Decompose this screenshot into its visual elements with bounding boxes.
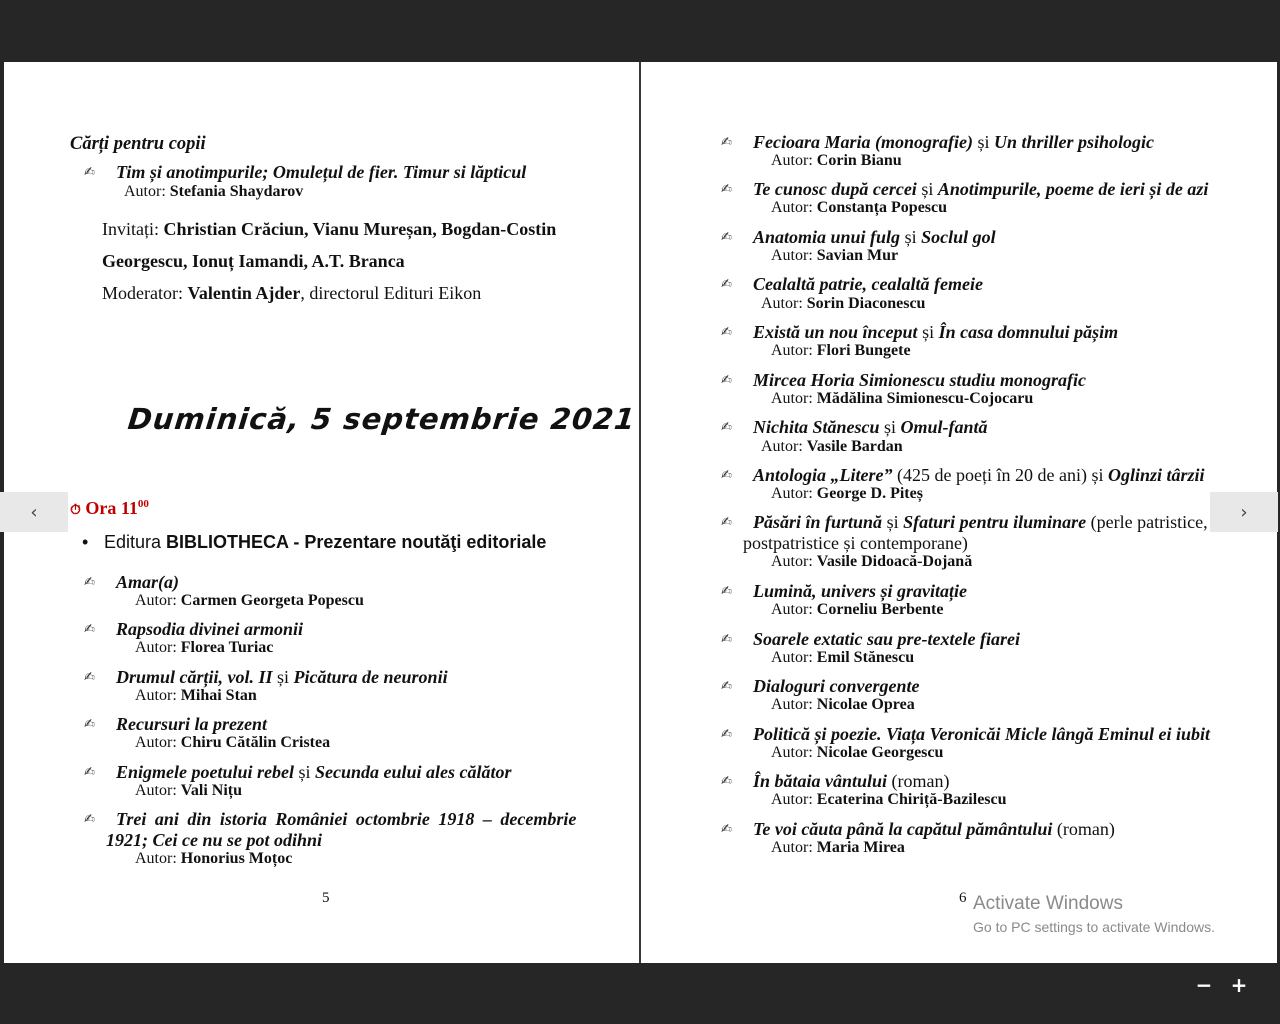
- page-number: 6: [959, 890, 967, 906]
- book-author: Autor: Emil Stănescu: [771, 649, 915, 666]
- list-item: [721, 676, 1271, 720]
- writing-hand-icon: ✍: [84, 717, 95, 732]
- list-item: [721, 512, 1273, 576]
- book-title: Anatomia unui fulg și Soclul gol: [753, 227, 996, 247]
- list-item: [84, 572, 624, 616]
- writing-hand-icon: ✍: [721, 679, 732, 694]
- list-item: [721, 322, 1271, 366]
- book-author: Autor: Carmen Georgeta Popescu: [135, 592, 364, 609]
- book-author: Autor: Honorius Moțoc: [135, 850, 293, 867]
- document-page-6: [641, 62, 1277, 963]
- book-title: Soarele extatic sau pre-textele fiarei: [753, 629, 1020, 649]
- list-item: [84, 762, 624, 806]
- writing-hand-icon: ✍: [721, 468, 732, 483]
- list-item: [721, 629, 1271, 673]
- book-title: Există un nou început și În casa domnului pășim: [753, 322, 1119, 342]
- viewer-bottom-bar: [0, 963, 1280, 1024]
- writing-hand-icon: ✍: [84, 670, 95, 685]
- book-title: Lumină, univers și gravitație: [753, 581, 968, 601]
- list-item: [84, 667, 624, 711]
- book-title: Te voi căuta până la capătul pământului (roman): [753, 819, 1115, 839]
- book-author: Autor: Corin Bianu: [771, 152, 902, 169]
- writing-hand-icon: ✍: [721, 727, 732, 742]
- book-title: Nichita Stănescu și Omul-fantă: [753, 417, 988, 437]
- list-item: [721, 274, 1271, 318]
- book-title: Politică și poezie. Viața Veronicăi Micle lângă Eminul ei iubit: [753, 724, 1211, 744]
- list-item: [721, 179, 1271, 223]
- book-title: Fecioara Maria (monografie) și Un thriller psihologic: [753, 132, 1155, 152]
- list-item: [84, 714, 624, 758]
- section-title: Cărți pentru copii: [70, 134, 206, 154]
- book-title-continued: 1921; Cei ce nu se pot odihni: [106, 830, 323, 850]
- next-page-button[interactable]: [1210, 492, 1278, 532]
- writing-hand-icon: ✍: [721, 822, 732, 837]
- writing-hand-icon: ✍: [721, 182, 732, 197]
- writing-hand-icon: ✍: [721, 373, 732, 388]
- book-title: Recursuri la prezent: [116, 714, 268, 734]
- writing-hand-icon: ✍: [721, 774, 732, 789]
- book-title: Tim și anotimpurile; Omulețul de fier. Timur si lăpticul: [116, 162, 527, 182]
- chevron-right-icon: ›: [1240, 501, 1248, 523]
- book-title: Cealaltă patrie, cealaltă femeie: [753, 274, 983, 294]
- viewer-top-bar: [0, 0, 1280, 62]
- chevron-left-icon: ‹: [30, 501, 38, 523]
- book-author: Autor: Vasile Didoacă-Dojană: [771, 553, 973, 570]
- book-title: Rapsodia divinei armonii: [116, 619, 304, 639]
- writing-hand-icon: ✍: [84, 575, 95, 590]
- book-author: Autor: Stefania Shaydarov: [124, 183, 304, 200]
- list-item: [721, 819, 1271, 863]
- book-author: Autor: George D. Piteș: [771, 485, 923, 502]
- moderator-line: Moderator: Valentin Ajder, directorul Edituri Eikon: [102, 283, 482, 303]
- book-author: Autor: Vali Nițu: [135, 782, 242, 799]
- book-author: Autor: Flori Bungete: [771, 342, 911, 359]
- book-title: Antologia „Litere” (425 de poeți în 20 de ani) și Oglinzi târzii: [753, 465, 1205, 485]
- list-item: [721, 227, 1271, 271]
- list-item: [84, 809, 624, 873]
- writing-hand-icon: ✍: [721, 135, 732, 150]
- writing-hand-icon: ✍: [721, 277, 732, 292]
- list-item: [721, 417, 1271, 461]
- book-author: Autor: Florea Turiac: [135, 639, 274, 656]
- minus-icon: −: [1195, 973, 1213, 997]
- zoom-out-button[interactable]: [1191, 972, 1217, 998]
- list-item: [721, 465, 1271, 509]
- book-title: Te cunosc după cercei și Anotimpurile, poeme de ieri și de azi: [753, 179, 1209, 199]
- writing-hand-icon: ✍: [721, 515, 732, 530]
- list-item: [84, 162, 624, 206]
- book-title: Enigmele poetului rebel și Secunda eului ales călător: [116, 762, 512, 782]
- book-title: Mircea Horia Simionescu studiu monografic: [753, 370, 1087, 390]
- guests-line-2: Georgescu, Ionuț Iamandi, A.T. Branca: [102, 251, 405, 271]
- book-author: Autor: Sorin Diaconescu: [761, 295, 926, 312]
- writing-hand-icon: ✍: [721, 632, 732, 647]
- book-author: Autor: Nicolae Oprea: [771, 696, 915, 713]
- session-time: ⏱ Ora $11^{00}$: [70, 498, 149, 518]
- list-item: [721, 132, 1271, 176]
- book-author: Autor: Corneliu Berbente: [771, 601, 944, 618]
- writing-hand-icon: ✍: [721, 584, 732, 599]
- plus-icon: +: [1230, 973, 1248, 997]
- clock-icon: ⏱: [70, 502, 81, 518]
- book-author: Autor: Ecaterina Chiriță-Bazilescu: [771, 791, 1007, 808]
- day-heading: Duminică, 5 septembrie 2021: [126, 402, 638, 436]
- activation-watermark-subtitle: Go to PC settings to activate Windows.: [973, 919, 1215, 935]
- book-title: Drumul cărții, vol. II și Picătura de neuronii: [116, 667, 448, 687]
- writing-hand-icon: ✍: [84, 165, 95, 180]
- publisher-line: • Editura BIBLIOTHECA - Prezentare noutăţi editoriale: [82, 532, 547, 552]
- writing-hand-icon: ✍: [84, 765, 95, 780]
- document-page-5: [4, 62, 639, 963]
- book-title: Trei ani din istoria României octombrie 1918 – decembrie: [116, 809, 577, 829]
- book-title: Dialoguri convergente: [753, 676, 920, 696]
- book-author: Autor: Vasile Bardan: [761, 438, 903, 455]
- activation-watermark-title: Activate Windows: [973, 893, 1123, 914]
- book-author: Autor: Chiru Cătălin Cristea: [135, 734, 331, 751]
- writing-hand-icon: ✍: [721, 325, 732, 340]
- writing-hand-icon: ✍: [721, 420, 732, 435]
- guests-line-1: Invitați: Christian Crăciun, Vianu Mureșan, Bogdan-Costin: [102, 219, 557, 239]
- book-author: Autor: Constanța Popescu: [771, 199, 948, 216]
- zoom-in-button[interactable]: [1226, 972, 1252, 998]
- book-author: Autor: Mihai Stan: [135, 687, 257, 704]
- previous-page-button[interactable]: [0, 492, 68, 532]
- book-author: Autor: Nicolae Georgescu: [771, 744, 944, 761]
- page-number: 5: [322, 890, 330, 906]
- book-author: Autor: Mădălina Simionescu-Cojocaru: [771, 390, 1034, 407]
- book-title: În bătaia vântului (roman): [753, 771, 950, 791]
- writing-hand-icon: ✍: [84, 812, 95, 827]
- book-author: Autor: Savian Mur: [771, 247, 899, 264]
- writing-hand-icon: ✍: [84, 622, 95, 637]
- book-author: Autor: Maria Mirea: [771, 839, 905, 856]
- writing-hand-icon: ✍: [721, 230, 732, 245]
- list-item: [721, 771, 1271, 815]
- book-title: Amar(a): [116, 572, 179, 592]
- book-title-continued: postpatristice și contemporane): [743, 533, 968, 553]
- list-item: [721, 370, 1271, 414]
- list-item: [84, 619, 624, 663]
- list-item: [721, 581, 1271, 625]
- book-title: Păsări în furtună și Sfaturi pentru iluminare (perle patristice,: [753, 512, 1208, 532]
- list-item: [721, 724, 1271, 768]
